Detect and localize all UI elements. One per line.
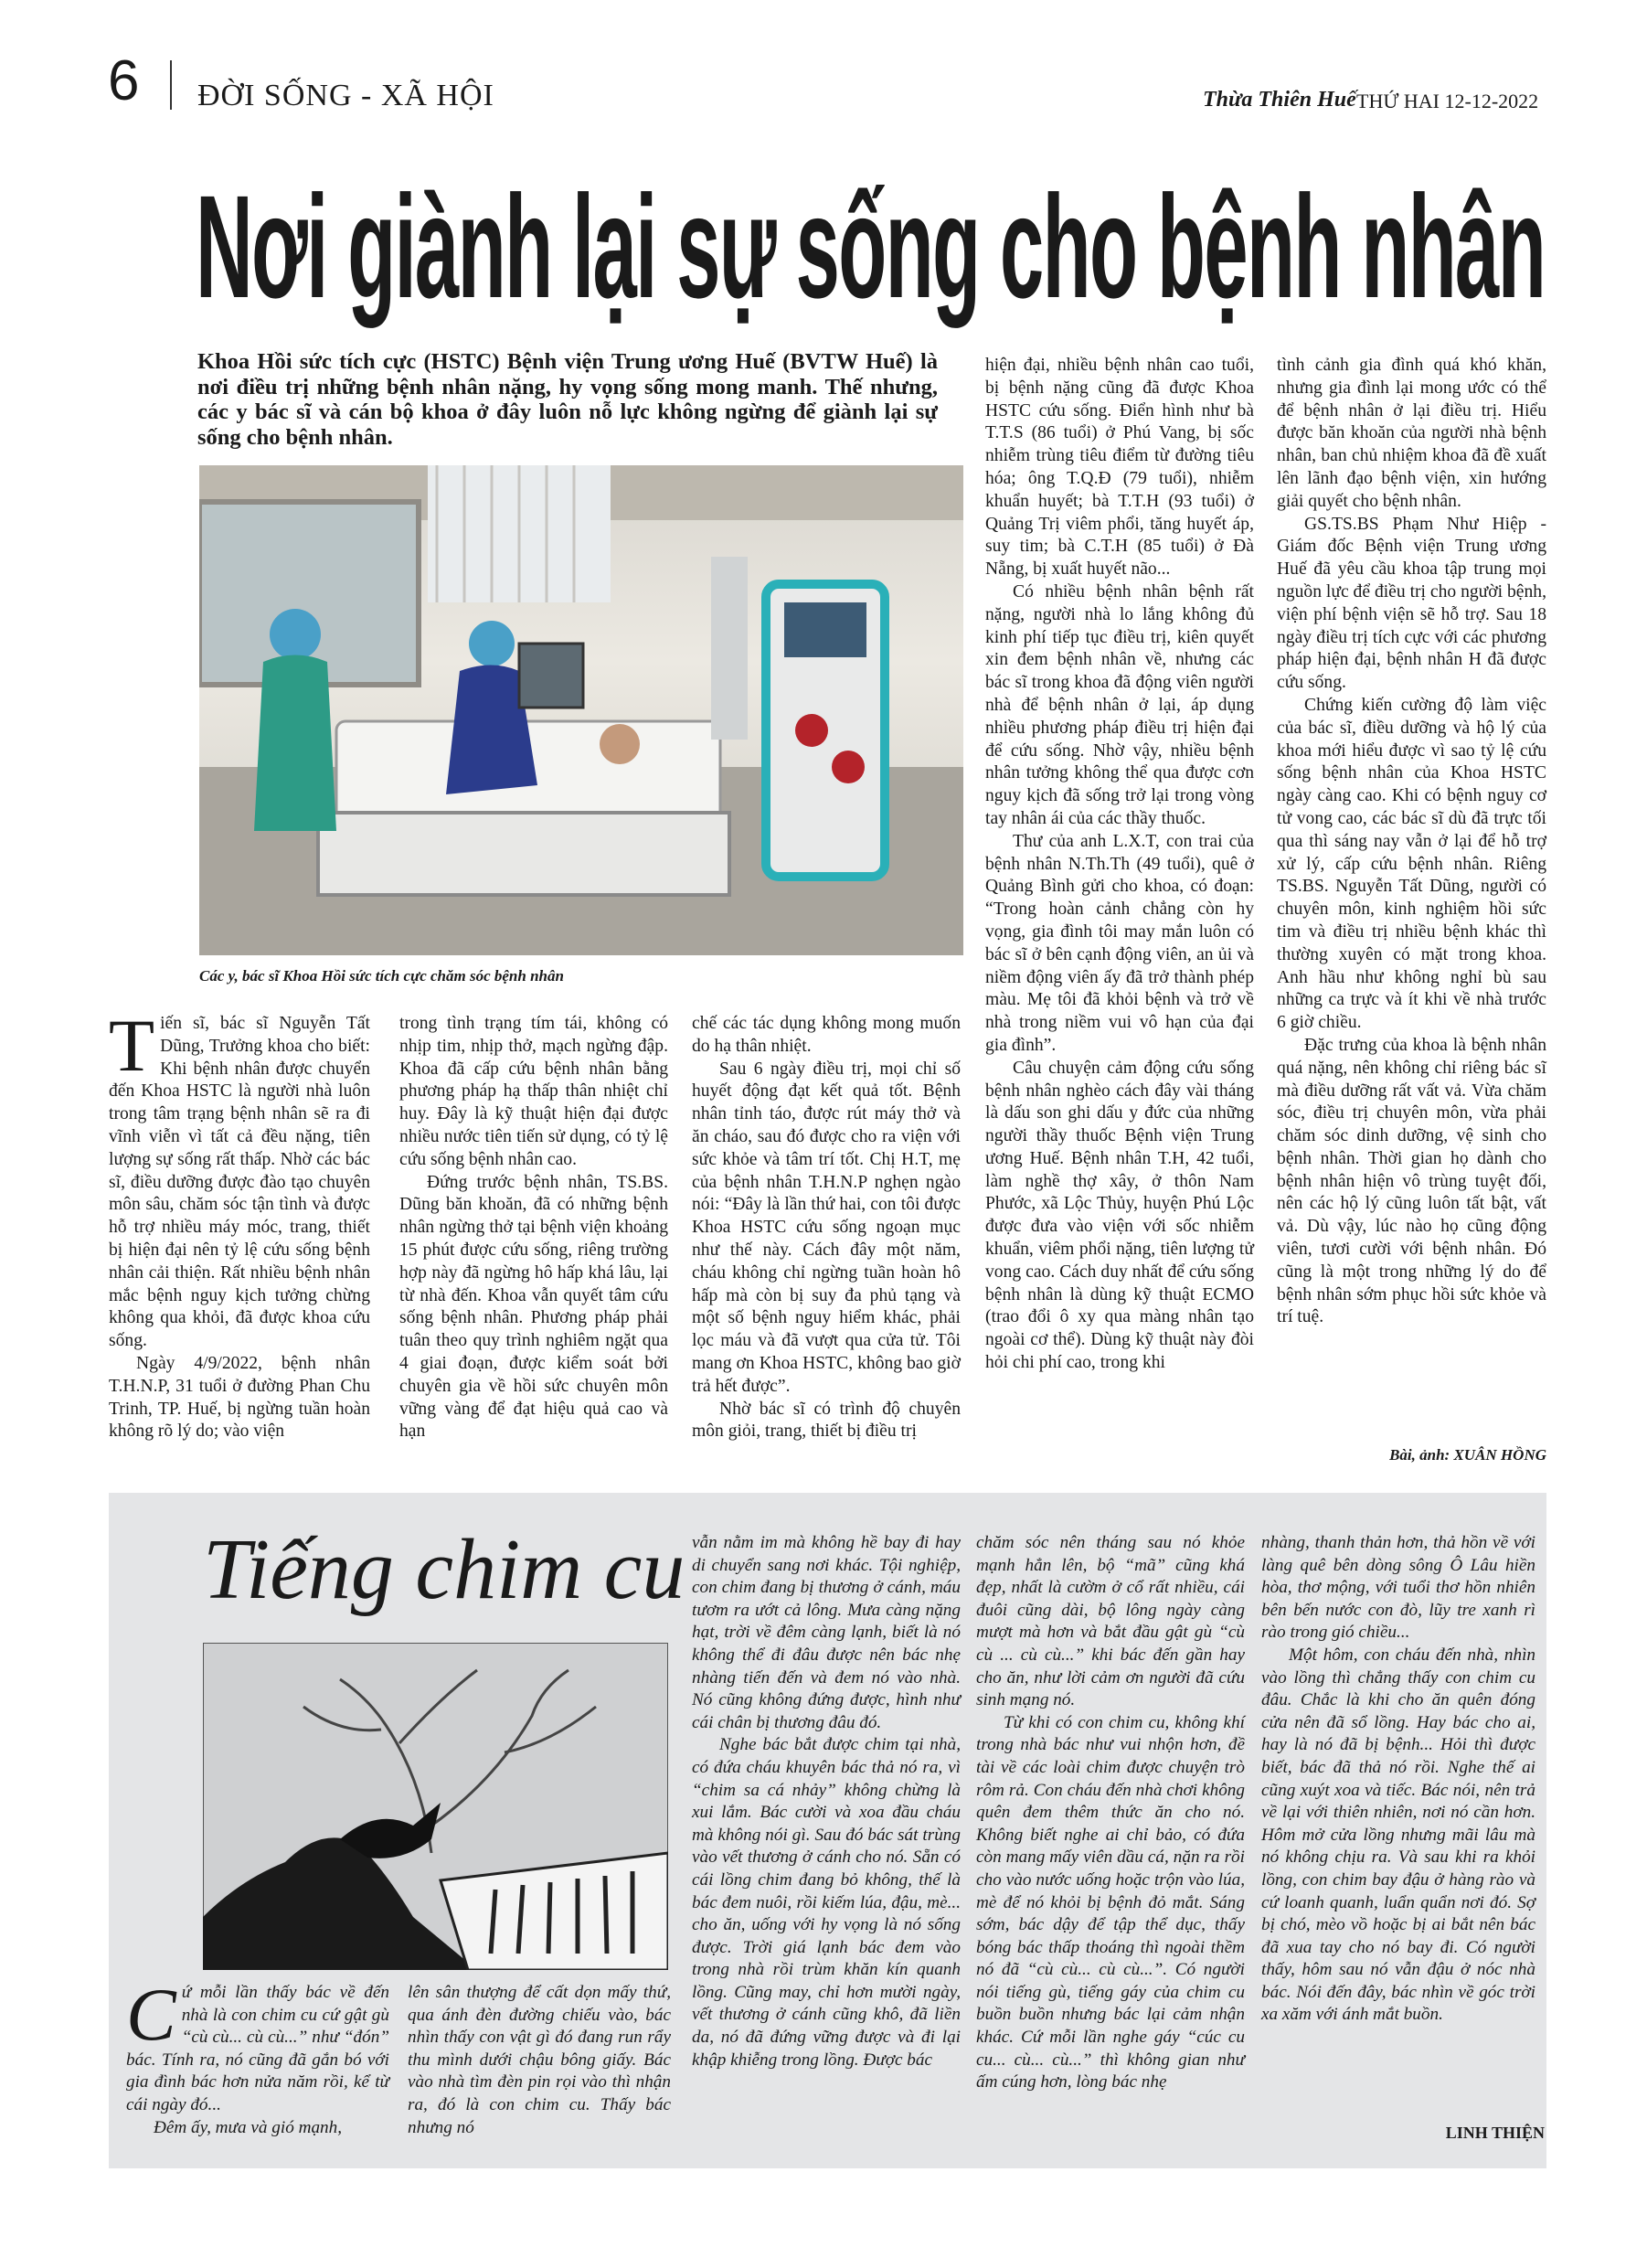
article-column-3: [692, 1013, 961, 1443]
paragraph: Đứng trước bệnh nhân, TS.BS. Dũng băn khoăn, đã có những bệnh nhân ngừng thở tại bệnh viện khoảng 15 phút được cứu sống, riêng trường hợp này đã ngừng hô hấp khá lâu, lại từ nhà đến. Khoa vẫn quyết tâm cứu sống bệnh nhân. Phương pháp phải tuân theo quy trình nghiêm ngặt qua 4 giai đoạn, được kiểm soát bởi chuyên gia về hồi sức chuyên môn vững vàng để đạt hiệu quả cao và hạn: [399, 1172, 668, 1442]
story-column-4: [976, 1532, 1245, 2094]
headline: Nơi giành lại sự sống cho bệnh nhân: [196, 165, 1546, 328]
page-number: 6: [108, 49, 140, 112]
paragraph: Có nhiều bệnh nhân bệnh rất nặng, người nhà lo lắng không đủ kinh phí tiếp tục điều trị, kiên quyết xin đem bệnh nhân về, nhưng các bác sĩ trong khoa đã động viên người nhà để bệnh nhân ở lại, áp dụng nhiều phương pháp điều trị hiện đại để cứu sống. Nhờ vậy, nhiều bệnh nhân tưởng không thể qua được cơn nguy kịch đã sống trở lại trong vòng tay nhân ái của các thầy thuốc.: [985, 581, 1254, 828]
hospital-ward-photo: [199, 465, 963, 955]
photo-caption: Các y, bác sĩ Khoa Hồi sức tích cực chăm sóc bệnh nhân: [199, 967, 564, 985]
paragraph: Sau 6 ngày điều trị, mọi chỉ số huyết động đạt kết quả tốt. Bệnh nhân tỉnh táo, được rút máy thở và ăn cháo, sau đó được cho ra viện với sức khỏe và tâm trí tốt. Chị H.T, mẹ của bệnh nhân T.H.N.P nghẹn ngào nói: “Đây là lần thứ hai, con tôi được Khoa HSTC cứu sống ngoạn mục như thế này. Cách đây một năm, cháu không chỉ ngừng tuần hoàn hô hấp mà còn bị suy đa phủ tạng và một số bệnh nguy hiểm khác, phải lọc máu và đã vượt qua cửa tử. Tôi mang ơn Khoa HSTC, không bao giờ trả hết được”.: [692, 1059, 961, 1396]
newspaper-name: Thừa Thiên Huế: [1203, 88, 1356, 112]
article-column-5: [1277, 355, 1546, 1329]
paragraph: Chứng kiến cường độ làm việc của bác sĩ, điều dưỡng và hộ lý của khoa mới hiểu được vì sao tỷ lệ cứu sống bệnh nhân của Khoa HSTC ngày càng cao. Khi có bệnh nguy cơ tử vong cao, các bác sĩ dù đã trực tối qua thì sáng nay vẫn ở lại để hỗ trợ xử lý, cấp cứu bệnh nhân. Riêng TS.BS. Nguyễn Tất Dũng, người có chuyên môn, kinh nghiệm hồi sức tim và điều trị nhiều bệnh khác thì thường xuyên có mặt trong khoa. Anh hầu như không nghỉ bù sau những ca trực và ít khi về nhà trước 6 giờ chiều.: [1277, 695, 1546, 1033]
article-column-2: [399, 1013, 668, 1443]
story-title: Tiếng chim cu: [203, 1522, 685, 1617]
paragraph: Nghe bác bắt được chim tại nhà, có đứa cháu khuyên bác thả nó ra, vì “chim sa cá nhảy” không chừng là xui lắm. Bác cười và xoa đầu cháu mà không nói gì. Sau đó bác sát trùng vào vết thương ở cánh cho nó. Sẵn có cái lồng chim đang bỏ không, thế là bác đem nuôi, rồi kiếm lúa, đậu, mè... cho ăn, uống với hy vọng là nó sống được. Trời giá lạnh bác đem vào trong nhà rồi trùm khăn kín quanh lồng. Cũng may, chỉ hơn mười ngày, vết thương ở cánh cũng khô, đã liền da, nó đã đứng vững được và đi lại khập khiễng trong lồng. Được bác: [692, 1735, 961, 2070]
paragraph: Câu chuyện cảm động cứu sống bệnh nhân nghèo cách đây vài tháng là dấu son ghi dấu y đức của những người thầy thuốc Bệnh viện Trung ương Huế. Bệnh nhân T.H, 42 tuổi, làm nghề thợ xây, ở thôn Nam Phước, xã Lộc Thủy, huyện Phú Lộc được đưa vào viện với sốc nhiễm khuẩn, viêm phổi nặng, tiên lượng tử vong cao. Cách duy nhất để cứu sống bệnh nhân là dùng kỹ thuật ECMO (trao đổi ô xy qua màng nhân tạo ngoài cơ thể). Dùng kỹ thuật này đòi hỏi chi phí cao, trong khi: [985, 1058, 1254, 1373]
drop-cap: C: [126, 1973, 176, 2056]
paragraph: chăm sóc nên tháng sau nó khỏe mạnh hẳn lên, bộ “mã” cũng khá đẹp, nhất là cườm ở cổ rất nhiều, cái đuôi cũng dài, bộ lông ngày càng mượt mà hơn và bắt đầu gật gù “cù cù ... cù cù...” khi bác đến gần hay cho ăn, như lời cảm ơn người đã cứu sinh mạng nó.: [976, 1533, 1245, 1710]
paragraph: Cứ mỗi lần thấy bác về đến nhà là con chim cu cứ gật gù “cù cù... cù cù...” như “đón” bác. Tính ra, nó cũng đã gắn bó với gia đình bác hơn nửa năm rồi, kể từ cái ngày đó...: [126, 1973, 389, 2114]
bird-illustration: [203, 1643, 668, 1970]
paragraph: Từ khi có con chim cu, không khí trong nhà bác như vui nhộn hơn, đề tài về các loài chim được chuyện trò rôm rả. Con cháu đến nhà chơi không quên đem thêm thức ăn cho nó. Không biết nghe ai chỉ bảo, có đứa còn mang mấy viên dầu cá, nặn ra rồi cho vào nước uống hoặc trộn vào lúa, mè để nó khỏi bị bệnh đỏ mắt. Sáng sớm, bác dậy để tập thể dục, thấy bóng bác thấp thoáng thì ngoài thềm nó đã “cù cù... cù cù...”. Có người nói tiếng gù, tiếng gáy của chim cu buồn buồn nhưng bác lại cảm nhận khác. Cứ mỗi lần nghe gáy “cúc cu cu... cù... cù...” thì không gian như ấm cúng hơn, lòng bác nhẹ: [976, 1712, 1245, 2092]
section-title: ĐỜI SỐNG - XÃ HỘI: [197, 79, 494, 112]
paragraph: Một hôm, con cháu đến nhà, nhìn vào lồng thì chẳng thấy con chim cu đâu. Chắc là khi cho ăn quên đóng cửa nên đã sổ lồng. Hay bác cho ai, hay là nó đã bị bệnh... Hỏi thì được biết, bác đã thả nó rồi. Nghe thế ai cũng xuýt xoa và tiếc. Bác nói, nên trả về lại với thiên nhiên, nơi nó cần hơn. Hôm mở cửa lồng nhưng mãi lâu mà nó không chịu ra. Và sau khi ra khỏi lồng, con chim bay đậu ở hàng rào và cứ loanh quanh, luẩn quẩn nơi đó. Sợ bị chó, mèo vồ hoặc bị ai bắt nên bác đã xua tay cho nó bay đi. Có người thấy, hôm sau nó vẫn đậu ở nóc nhà bác. Nói đến đây, bác nhìn về góc trời xa xăm với ánh mắt buồn.: [1261, 1645, 1535, 2025]
paragraph: Ngày 4/9/2022, bệnh nhân T.H.N.P, 31 tuổi ở đường Phan Chu Trinh, TP. Huế, bị ngừng tuần hoàn không rõ lý do; vào viện: [109, 1353, 370, 1442]
paragraph: nhàng, thanh thản hơn, thả hồn về với làng quê bên dòng sông Ô Lâu hiền hòa, thơ mộng, với tuổi thơ hồn nhiên bên bến nước con đò, lũy tre xanh rì rào trong gió chiều...: [1261, 1533, 1535, 1643]
byline: Bài, ảnh: XUÂN HỒNG: [1389, 1446, 1546, 1464]
paragraph: hiện đại, nhiều bệnh nhân cao tuổi, bị bệnh nặng cũng đã được Khoa HSTC cứu sống. Điển hình như bà T.T.S (86 tuổi) ở Phú Vang, bị sốc nhiễm trùng tiêu điểm từ đường tiêu hóa; ông T.Q.Đ (79 tuổi), nhiễm khuẩn huyết; bà T.T.H (93 tuổi) ở Quảng Trị viêm phổi, tăng huyết áp, suy tim; bà C.T.H (85 tuổi) ở Đà Nẵng, bị xuất huyết não...: [985, 356, 1254, 580]
paragraph: GS.TS.BS Phạm Như Hiệp - Giám đốc Bệnh viện Trung ương Huế đã yêu cầu khoa tập trung mọi nguồn lực để điều trị cho người bệnh, viện phí bệnh viện sẽ hỗ trợ. Sau 18 ngày điều trị tích cực với các phương pháp hiện đại, bệnh nhân H đã được cứu sống.: [1277, 514, 1546, 693]
paragraph: chế các tác dụng không mong muốn do hạ thân nhiệt.: [692, 1014, 961, 1056]
story-column-3: [692, 1532, 961, 2071]
paragraph: Thư của anh L.X.T, con trai của bệnh nhân N.Th.Th (49 tuổi), quê ở Quảng Bình gửi cho khoa, có đoạn: “Trong hoàn cảnh chẳng còn hy vọng, gia đình tôi may mắn luôn có bác sĩ ở bên cạnh động viên, an ủi và niềm động viên ấy đã trở thành phép màu. Mẹ tôi đã khỏi bệnh và trở về nhà trong niềm vui vô hạn của đại gia đình”.: [985, 831, 1254, 1055]
paragraph: Đêm ấy, mưa và gió mạnh,: [154, 2117, 343, 2137]
paragraph: lên sân thượng để cất dọn mấy thứ, qua ánh đèn đường chiếu vào, bác nhìn thấy con vật gì đó đang run rẩy thu mình dưới chậu bông giấy. Bác vào nhà tìm đèn pin rọi vào thì nhận ra, đó là con chim cu. Thấy bác nhưng nó: [408, 1983, 671, 2137]
story-column-2: [408, 1982, 671, 2139]
paragraph: Nhờ bác sĩ có trình độ chuyên môn giỏi, trang, thiết bị điều trị: [692, 1399, 961, 1442]
article-photo: [199, 465, 963, 955]
article-column-4: [985, 355, 1254, 1375]
paragraph: Đặc trưng của khoa là bệnh nhân quá nặng, nên không chỉ riêng bác sĩ mà điều dưỡng rất vất vả. Vừa chăm sóc, điều trị chuyên môn, vừa phải chăm sóc dinh dưỡng, vệ sinh cho bệnh nhân. Thời gian họ dành cho bệnh nhân hiện vô trùng tuyệt đối, nên các hộ lý cũng luôn tất bật, vất vả. Dù vậy, lúc nào họ cũng động viên, tươi cười với bệnh nhân. Đó cũng là một trong những lý do để bệnh nhân sớm phục hồi sức khỏe và trí tuệ.: [1277, 1035, 1546, 1327]
drop-cap: T: [109, 1004, 155, 1087]
paragraph: trong tình trạng tím tái, không có nhịp tim, nhịp thở, mạch ngừng đập. Khoa đã cấp cứu bệnh nhân bằng phương pháp hạ thấp thân nhiệt chỉ huy. Đây là kỹ thuật hiện đại được nhiều nước tiên tiến sử dụng, có tỷ lệ cứu sống bệnh nhân cao.: [399, 1014, 668, 1169]
story-author: LINH THIỆN: [1445, 2124, 1545, 2142]
paragraph: Tiến sĩ, bác sĩ Nguyễn Tất Dũng, Trưởng khoa cho biết: Khi bệnh nhân được chuyển đến Khoa HSTC là người nhà luôn trong tâm trạng bệnh nhân sẽ ra đi vĩnh viễn vì tất cả đều nặng, tiên lượng sự sống rất thấp. Nhờ các bác sĩ, điều dưỡng được đào tạo chuyên môn sâu, chăm sóc tận tình và được hỗ trợ nhiều máy móc, trang, thiết bị hiện đại nên tỷ lệ cứu sống bệnh nhân cải thiện. Rất nhiều bệnh nhân mắc bệnh nguy kịch tưởng chừng không qua khỏi, đã được khoa cứu sống.: [109, 1004, 370, 1351]
article-column-1: [109, 1004, 370, 1443]
issue-date: THỨ HAI 12-12-2022: [1356, 90, 1539, 112]
story-column-1: [126, 1973, 389, 2139]
story-illustration: [203, 1643, 668, 1970]
story-column-5: [1261, 1532, 1535, 2027]
paragraph: vẫn nằm im mà không hề bay đi hay di chuyển sang nơi khác. Tội nghiệp, con chim đang bị thương ở cánh, máu tươm ra ướt cả lông. Mưa càng nặng hạt, trời về đêm càng lạnh, biết là nó không thể đi đâu được nên bác nhẹ nhàng tiến đến và đem nó vào nhà. Nó cũng không đứng được, hình như cái chân bị thương đâu đó.: [692, 1533, 961, 1732]
paragraph: tình cảnh gia đình quá khó khăn, nhưng gia đình lại mong ước có thể để bệnh nhân ở lại điều trị. Hiểu được băn khoăn của người nhà bệnh nhân, ban chủ nhiệm khoa đã đề xuất lên lãnh đạo bệnh viện, xin hướng giải quyết cho bệnh nhân.: [1277, 356, 1546, 511]
lead-paragraph: Khoa Hồi sức tích cực (HSTC) Bệnh viện Trung ương Huế (BVTW Huế) là nơi điều trị những bệnh nhân nặng, hy vọng sống mong manh. Thế nhưng, các y bác sĩ và cán bộ khoa ở đây luôn nỗ lực không ngừng để giành lại sự sống cho bệnh nhân.: [197, 349, 938, 450]
header-divider: [170, 60, 172, 110]
